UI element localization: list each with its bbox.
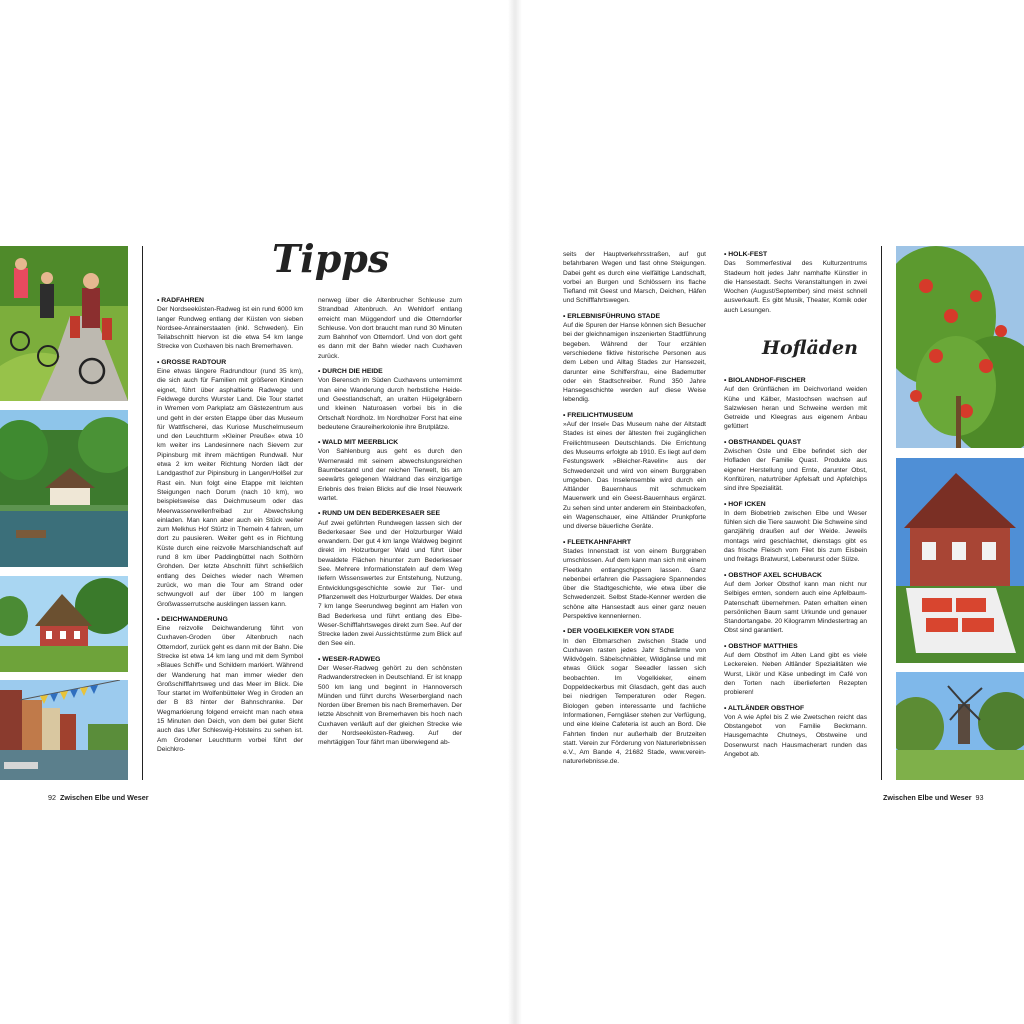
tip-entry xyxy=(318,367,462,432)
photo-cyclists xyxy=(0,246,128,401)
shop-entry xyxy=(724,376,867,432)
shop-heading: • OBSTHOF AXEL SCHUBACK xyxy=(724,571,822,579)
right-vertical-rule xyxy=(881,246,882,780)
tip-heading: • HOLK-FEST xyxy=(724,251,768,258)
running-footer-left: Zwischen Elbe und Weser xyxy=(60,793,149,802)
tip-heading: • ERLEBNISFÜHRUNG STADE xyxy=(563,312,661,320)
shop-heading: • OBSTHOF MATTHIES xyxy=(724,642,798,650)
tip-heading: • RUND UM DEN BEDERKESAER SEE xyxy=(318,510,441,518)
tip-text: Von Sahlenburg aus geht es durch den Wernerwald mit seinem abwechslungsreichen Baumbestand und der reichen Tierwelt, bis am seewärts gelegenen Waldrand das einzigartige Erlebnis des freien Blicks auf die Insel Neuwerk wartet. xyxy=(318,448,462,502)
page-footer-right xyxy=(883,793,984,802)
shop-heading: • HOF ICKEN xyxy=(724,500,766,508)
text-column-2 xyxy=(318,296,462,754)
tip-text: Stades Innenstadt ist von einem Burggraben umschlossen. Auf dem kann man sich mit einem Fleetkahn entlangschippern lassen. Ganz nebenbei erfahren die Passagiere Spannendes über die Stadtgeschichte, wie etwa über die Schwedenzeit. Selbst Stade-Kenner werden die schöne alte Hansestadt aus einer ganz neuen Perspektive kennenlernen. xyxy=(563,547,706,620)
tip-text: Das Sommerfestival des Kulturzentrums Stadeum holt jedes Jahr namhafte Künstler in die Hansestadt. Sechs Veranstaltungen in zwei Wochen (August/September) sind meist schnell ausverkauft. Es gibt Musik, Theater, Komik oder auch Lesungen. xyxy=(724,260,867,314)
tip-heading: • WALD MIT MEERBLICK xyxy=(318,439,399,447)
tip-text: »Auf der Insel« Das Museum nahe der Altstadt Stades ist eines der ältesten frei zugänglichen Freilichtmuseen Deutschlands. Die Errichtung des Museums erfolgte ab 1910. Es liegt auf dem Festungswerk »Bleicher-Ravelin« aus der Schwedenzeit und wird von einem Burggraben umgeben. Das Inselensemble wird durch ein Altländer Bauernhaus mit schmuckem Mauerwerk und ein Geest-Bauernhaus ergänzt. Zu sehen sind unter anderem ein Steinbackofen, ein Wagenschauer, eine Altländer Prunkpforte und diverse bäuerliche Geräte. xyxy=(563,421,706,531)
tip-text: Von Berensch im Süden Cuxhavens unternimmt man eine Wanderung durch herbstliche Heide- und Geestlandschaft, an uralten Hügelgräbern und kleinen Naturoasen vorbei bis in die Ortschaft Nordholz. Im Nordholzer Forst hat eine bedeutene Graureiherkolonie ihre Brutplätze. xyxy=(318,377,462,431)
shop-heading: • BIOLANDHOF-FISCHER xyxy=(724,377,806,384)
left-vertical-rule xyxy=(142,246,143,780)
tip-entry xyxy=(157,615,303,754)
text-column-4-top xyxy=(724,250,867,321)
tip-text: Auf zwei geführten Rundwegen lassen sich der Bederkesaer See und der Holzurburger Wald erwandern. Der gut 4 km lange Waldweg beginnt direkt im Holzurburger Wald und führt über bewaldete Flächen hinunter zum Bederkesaer See. Mehrere Informationstafeln auf dem Weg liefern Wissenswertes zur Entstehung, Nutzung, Entwicklungsgeschichte sowie zur Tier- und Pflanzenwelt des Holzurburger Waldes. Der etwa 7 km lange Seerundweg beginnt am Hafen von Bad Bederkesa und führt entlang des Elbe-Weser-Schifffahrtsweges direkt zum See. Auf der Strecke laden zwei Aussichtstürme zum Blick auf den See ein. xyxy=(318,519,462,648)
shop-entry xyxy=(724,704,867,760)
shop-entry xyxy=(724,571,867,636)
section-title-tipps: Tipps xyxy=(272,236,390,281)
tip-entry xyxy=(563,411,706,532)
text-column-1 xyxy=(157,296,303,760)
tip-text: In den Elbmarschen zwischen Stade und Cuxhaven rasten jedes Jahr Schwärme von Wildvögeln. Säbelschnäbler, Wildgänse und mit etwas Glück sogar Seeadler lassen sich beobachten. Im Vogelkieker, einem Doppeldeckerbus mit Glasdach, geht das auch bei niedrigen Temperaturen oder Regen. Biologen geben interessante und fachliche Informationen, Ferngläser stehen zur Verfügung, und eine kleine Cafeteria ist auch an Bord. Die Fahrten finden nur außerhalb der Brutzeiten statt. Verein zur Förderung von Naturerlebnissen e.V., Am Bande 4, 21682 Stade, www.verein-naturerlebnisse.de. xyxy=(563,637,706,766)
tip-heading: • FLEETKAHNFAHRT xyxy=(563,538,632,546)
shop-entry xyxy=(724,500,867,565)
shop-text: Zwischen Oste und Elbe befindet sich der Hofladen der Familie Quast. Produkte aus eigener Herstellung und Ernte, darunter Obst, Konfitüren, naturtrüber Apfelsaft und Apfelchips sind ihre Spezialität. xyxy=(724,448,867,493)
book-gutter xyxy=(508,0,522,1024)
tip-continuation xyxy=(318,296,462,361)
tip-entry xyxy=(563,312,706,405)
tip-entry xyxy=(563,538,706,622)
photo-windmill xyxy=(896,672,1024,780)
photo-harbour-town xyxy=(0,680,128,780)
tip-entry xyxy=(157,358,303,609)
tip-heading: • GROSSE RADTOUR xyxy=(157,358,227,366)
page-number-right: 93 xyxy=(975,793,984,802)
tip-entry xyxy=(318,655,462,748)
shop-text: In dem Biobetrieb zwischen Elbe und Weser fühlen sich die Tiere sauwohl: Die Schweine sind ganzjährig draußen auf der Weide. Jeweils montags wird geschlachtet, dienstags gibt es das frische Fleisch vom Filet bis zum Eisbein und freitags Bratwurst, Leberwurst oder Sülze. xyxy=(724,509,867,564)
text-column-4 xyxy=(724,376,867,765)
shop-heading: • ALTLÄNDER OBSTHOF xyxy=(724,704,805,712)
shop-text: Auf dem Obsthof im Alten Land gibt es viele Leckereien. Neben Altländer Spezialitäten wie Wurst, Likör und Käse unbedingt im Café von den Torten nach überlieferten Rezepten probieren! xyxy=(724,652,867,697)
tip-heading: • WESER-RADWEG xyxy=(318,655,381,663)
tip-text: nenweg über die Altenbrucher Schleuse zum Strandbad Altenbruch. An Wehldorf entlang erreicht man Müggendorf und die Otterndorfer Schleuse. Von dort braucht man rund 30 Minuten zum Bahnhof von Otterndorf. Und von dort geht es dann mit der Bahn wieder nach Cuxhaven zurück. xyxy=(318,297,462,360)
tip-entry xyxy=(318,438,462,503)
tip-heading: • DEICHWANDERUNG xyxy=(157,615,228,623)
tip-entry xyxy=(724,250,867,315)
shop-entry xyxy=(724,438,867,494)
tip-heading: • DURCH DIE HEIDE xyxy=(318,368,383,376)
photo-farm-shop-apples xyxy=(896,458,1024,663)
shop-text: Von A wie Apfel bis Z wie Zwetschen reicht das Obstangebot von Familie Beckmann. Hausgemachte Chutneys, Obstweine und Dosenwurst nach Hausmacherart runden das Angebot ab. xyxy=(724,713,867,758)
tip-heading: • FREILICHTMUSEUM xyxy=(563,411,633,419)
photo-river-house xyxy=(0,410,128,567)
tip-text: seits der Hauptverkehrsstraßen, auf gut befahrbaren Wegen und fast ohne Steigungen. Dabei geht es durch eine vielfältige Landschaft, vorbei an Burgen und Schlössern ins flache Tiefland mit Geest und Marsch, Deichen, Häfen und Schifffahrtswegen. xyxy=(563,251,706,305)
tip-continuation xyxy=(563,250,706,306)
tip-text: Der Weser-Radweg gehört zu den schönsten Radwanderstrecken in Deutschland. Er ist knapp 500 km lang und beginnt in Hannoversch Münden und führt durchs Weserbergland nach Norden über Bremen bis nach Bremerhaven. Der letzte Abschnitt von Bremerhaven bis hoch nach Cuxhaven verläuft auf der gleichen Strecke wie der Nordseeküsten-Radweg. Auf der mehrtägigen Tour fährt man überwiegend ab- xyxy=(318,664,462,747)
tip-entry xyxy=(157,296,303,352)
shop-text: Auf dem Jorker Obsthof kann man nicht nur Selbiges ernten, sondern auch eine Apfelbaum-Patenschaft übernehmen. Paten erhalten einen persönlichen Baum samt Urkunde und genauer Standortangabe. 20 Kilogramm Mindestertrag an Obst sind garantiert. xyxy=(724,580,867,635)
tip-entry xyxy=(563,627,706,766)
shop-entry xyxy=(724,642,867,698)
page-footer-left xyxy=(48,793,149,802)
shop-heading: • OBSTHANDEL QUAST xyxy=(724,438,802,446)
tip-text: Auf die Spuren der Hanse können sich Besucher bei der gleichnamigen inszenierten Stadtführung begeben. Während der Tour erzählen verschiedene fiktive historische Personen aus dem Leben und Alltag Stades zur Hansezeit, darunter eine Schiffersfrau, eine Bademutter oder ein Stadtschreiber. Rund 350 Jahre Hansegeschichte werden auf diese Weise lebendig. xyxy=(563,322,706,404)
running-footer-right: Zwischen Elbe und Weser xyxy=(883,793,972,802)
tip-text: Eine reizvolle Deichwanderung führt von Cuxhaven-Groden über Altenbruch nach Otterndorf, zurück geht es dann mit der Bahn. Die Strecke ist etwa 14 km lang und mit dem Symbol »Blaues Schiff« und Schildern markiert. Während der Wanderung hat man immer wieder den Großschifffahrtsweg und das Meer im Blick. Die Tour startet im Wolfenbütteler Weg in Groden an der B 83 hinter der Bahnschranke. Der Wegmarkierung folgend erreicht man nach etwa 15 Minuten den Deich, von dem bei guter Sicht auch das Ufer Schleswig-Holsteins zu sehen ist. Am Grodener Leuchtturm vorbei führt der Deichkro- xyxy=(157,625,303,753)
tip-heading: • DER VOGELKIEKER VON STADE xyxy=(563,628,675,636)
text-column-3 xyxy=(563,250,706,773)
tip-text: Der Nordseeküsten-Radweg ist ein rund 6000 km langer Rundweg entlang der Küsten von sieben Nordsee-Anrainerstaaten (inkl. Schweden). Ein Teilabschnitt hiervon ist die etwa 54 km lange Strecke von Cuxhaven bis nach Bremerhaven. xyxy=(157,306,303,351)
tip-entry xyxy=(318,509,462,648)
photo-apple-tree xyxy=(896,246,1024,448)
shop-text: Auf den Grünflächen im Deichvorland weiden Kühe und Kälber, Mastochsen wachsen auf Salzwiesen heran und Schweine werden mit Getreide und Kleegras aus eigenem Anbau gefüttert xyxy=(724,386,867,431)
page-number-left: 92 xyxy=(48,793,56,802)
photo-thatched-farmhouse xyxy=(0,576,128,672)
tip-text: Eine etwas längere Radrundtour (rund 35 km), die sich auch für Familien mit größeren Kindern eignet, führt über asphaltierte Radwege und Feldwege durchs Wurster Land. Die Tour startet in Wremen vom Parkplatz am Gästezentrum aus und geht in der ersten Etappe über das Museum für Wattfischerei, das Kuriose Muschelmuseum und den Leuchtturm »Kleiner Preuße« etwa 10 km weiter ins Landesinnere nach Sievern zur Pipinsburg mit ihrem mächtigen Rundwall. Nur etwa 2 km weiter Richtung Norden lädt der Landgasthof zur Pipinsburg in Langen/Holßel zur Rast ein. Nun folgt eine Etappe mit leichten Steigungen nach Dorum (nach 10 km), wo beispielsweise das Deichmuseum oder das Meerwasserwellenfreibad zur Abwechslung einladen. Man kann aber auch ein Stück weiter zum Melkhus Hof Stürtz in Themeln 4 fahren, um dort zu pausieren. Weiter geht es in Richtung Küste durch eine reizvolle Marschlandschaft auf rund 8 km über Paddingbüttel nach Solthörn Grohden. Der letzte Abschnitt führt schließlich entlang des Deiches wieder nach Wremen zurück, wo man die Tour am Strand oder schwungvoll auf der über 100 m langen Großwasserrutsche ausklingen lassen kann. xyxy=(157,368,303,608)
section-title-hofladen: Hofläden xyxy=(762,337,858,359)
tip-heading: • RADFAHREN xyxy=(157,297,204,304)
